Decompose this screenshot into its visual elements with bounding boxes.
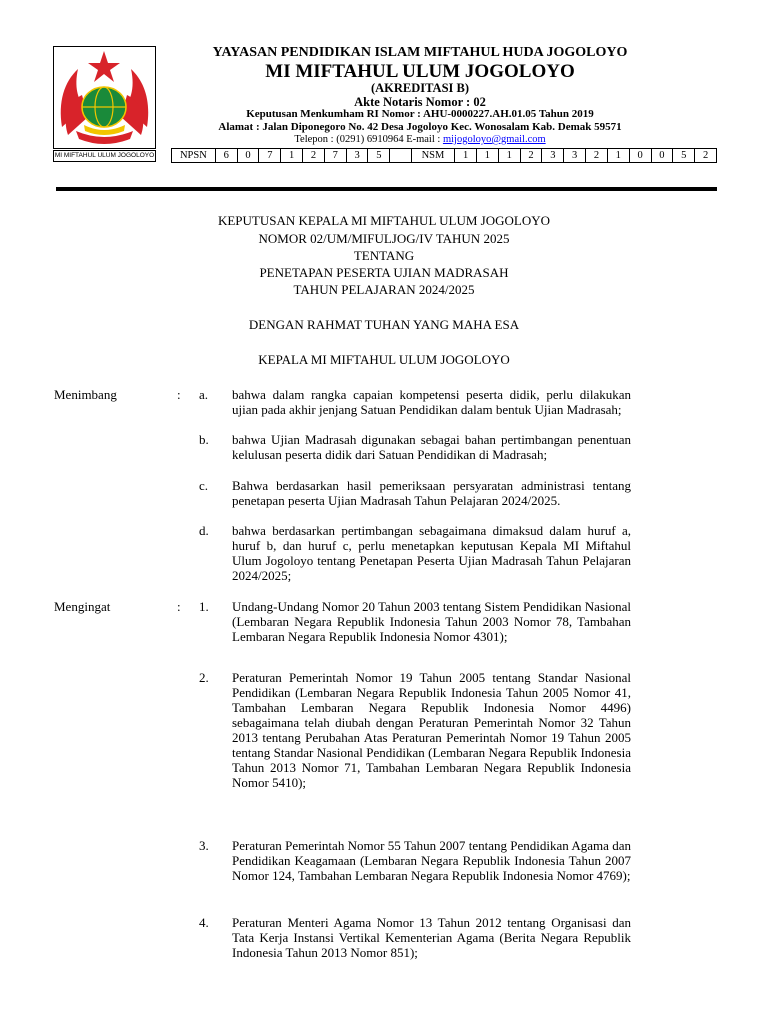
nsm-digit: 1 — [498, 149, 520, 163]
accreditation: (AKREDITASI B) — [370, 81, 470, 95]
decree-number: NOMOR 02/UM/MIFULJOG/IV TAHUN 2025 — [258, 231, 510, 246]
menimbang-mark-c: c. — [199, 478, 209, 493]
email-link[interactable]: mijogoloyo@gmail.com — [442, 134, 546, 145]
nsm-digit: 3 — [542, 149, 564, 163]
phone-text: Telepon : (0291) 6910964 E-mail : — [294, 134, 443, 145]
npsn-digit — [390, 149, 411, 163]
mengingat-mark-3: 3. — [199, 838, 209, 853]
npsn-digit: 6 — [215, 149, 237, 163]
nsm-digit: 1 — [477, 149, 499, 163]
mengingat-label: Mengingat — [54, 599, 111, 614]
npsn-nsm-row — [172, 149, 717, 163]
contact-line — [160, 134, 680, 145]
school-address: Alamat : Jalan Diponegoro No. 42 Desa Jogoloyo Kec. Wonosalam Kab. Demak 59571 — [218, 121, 622, 133]
npsn-digit: 3 — [346, 149, 368, 163]
logo-caption: MI MIFTAHUL ULUM JOGOLOYO — [53, 150, 156, 162]
decree-title: KEPUTUSAN KEPALA MI MIFTAHUL ULUM JOGOLOYO — [217, 213, 551, 228]
nsm-digit: 0 — [629, 149, 651, 163]
blessing: DENGAN RAHMAT TUHAN YANG MAHA ESA — [248, 317, 520, 332]
mengingat-item-2: Peraturan Pemerintah Nomor 19 Tahun 2005 tentang Standar Nasional Pendidikan (Lembaran Negara Republik Indonesia Tahun 2005 Nomor 41, Tambahan Lembaran Negara Republik Indonesia Nomor 4496) sebagaimana telah diubah dengan Peraturan Pemerintah Nomor 32 Tahun 2013 tentang Perubahan Atas Peraturan Pemerintah Nomor 19 Tahun 2005 tentang Standar Nasional Pendidikan (Lembaran Negara Republik Indonesia Tahun 2013 Nomor 71, Tambahan Lembaran Negara Republik Indonesia Nomor 5410); — [232, 670, 631, 790]
school-logo — [53, 46, 156, 149]
nsm-digit: 2 — [586, 149, 608, 163]
nsm-digit: 2 — [520, 149, 542, 163]
ministry-decree: Keputusan Menkumham RI Nomor : AHU-0000227.AH.01.05 Tahun 2019 — [246, 108, 594, 120]
npsn-digit: 5 — [368, 149, 390, 163]
menimbang-item-c: Bahwa berdasarkan hasil pemeriksaan persyaratan administrasi tentang penetapan peserta Ujian Madrasah Tahun Pelajaran 2024/2025. — [232, 478, 631, 508]
mengingat-item-1: Undang-Undang Nomor 20 Tahun 2003 tentang Sistem Pendidikan Nasional (Lembaran Negara Republik Indonesia Tahun 2003 Nomor 78, Tambahan Lembaran Negara Republik Indonesia Nomor 4301); — [232, 599, 631, 644]
mengingat-mark-2: 2. — [199, 670, 209, 685]
mengingat-mark-1: 1. — [199, 599, 209, 614]
menimbang-mark-d: d. — [199, 523, 209, 538]
npsn-digit: 7 — [324, 149, 346, 163]
menimbang-mark-a: a. — [199, 387, 209, 402]
npsn-digit: 2 — [303, 149, 325, 163]
npsn-label: NPSN — [172, 149, 216, 163]
menimbang-item-b: bahwa Ujian Madrasah digunakan sebagai bahan pertimbangan penentuan kelulusan peserta didik dari Satuan Pendidikan di Madrasah; — [232, 432, 631, 462]
nsm-digit: 5 — [673, 149, 695, 163]
nsm-digit: 1 — [455, 149, 477, 163]
menimbang-mark-b: b. — [199, 432, 209, 447]
decree-year: TAHUN PELAJARAN 2024/2025 — [293, 282, 475, 297]
mengingat-colon: : — [177, 599, 181, 614]
decree-about: TENTANG — [353, 248, 415, 263]
foundation-name: YAYASAN PENDIDIKAN ISLAM MIFTAHUL HUDA JOGOLOYO — [212, 45, 628, 60]
menimbang-item-a: bahwa dalam rangka capaian kompetensi peserta didik, perlu dilakukan ujian pada akhir jenjang Satuan Pendidikan dalam bentuk Ujian Madrasah; — [232, 387, 631, 417]
npsn-digit: 1 — [281, 149, 303, 163]
notary-deed: Akte Notaris Nomor : 02 — [354, 95, 486, 109]
menimbang-colon: : — [177, 387, 181, 402]
principal-heading: KEPALA MI MIFTAHUL ULUM JOGOLOYO — [258, 352, 510, 367]
mengingat-item-4: Peraturan Menteri Agama Nomor 13 Tahun 2012 tentang Organisasi dan Tata Kerja Instansi Vertikal Kementerian Agama (Berita Negara Republik Indonesia Tahun 2013 Nomor 851); — [232, 915, 631, 960]
nsm-digit: 0 — [651, 149, 673, 163]
mengingat-item-3: Peraturan Pemerintah Nomor 55 Tahun 2007 tentang Pendidikan Agama dan Pendidikan Keagamaan (Lembaran Negara Republik Indonesia Tahun 2007 Nomor 124, Tambahan Lembaran Negara Republik Indonesia Nomor 4769); — [232, 838, 631, 883]
npsn-nsm-table — [171, 148, 717, 163]
npsn-digit: 0 — [237, 149, 259, 163]
menimbang-label: Menimbang — [54, 387, 117, 402]
nsm-digit: 1 — [607, 149, 629, 163]
nsm-label: NSM — [411, 149, 454, 163]
nsm-digit: 2 — [695, 149, 717, 163]
nsm-digit: 3 — [564, 149, 586, 163]
npsn-digit: 7 — [259, 149, 281, 163]
decree-subject: PENETAPAN PESERTA UJIAN MADRASAH — [259, 265, 509, 280]
school-emblem-icon — [54, 47, 155, 148]
mengingat-mark-4: 4. — [199, 915, 209, 930]
header-divider — [56, 187, 717, 191]
school-name: MI MIFTAHUL ULUM JOGOLOYO — [265, 61, 575, 82]
menimbang-item-d: bahwa berdasarkan pertimbangan sebagaimana dimaksud dalam huruf a, huruf b, dan huruf c, perlu menetapkan keputusan Kepala MI Miftahul Ulum Jogoloyo tentang Penetapan Peserta Ujian Madrasah Tahun Pelajaran 2024/2025; — [232, 523, 631, 583]
